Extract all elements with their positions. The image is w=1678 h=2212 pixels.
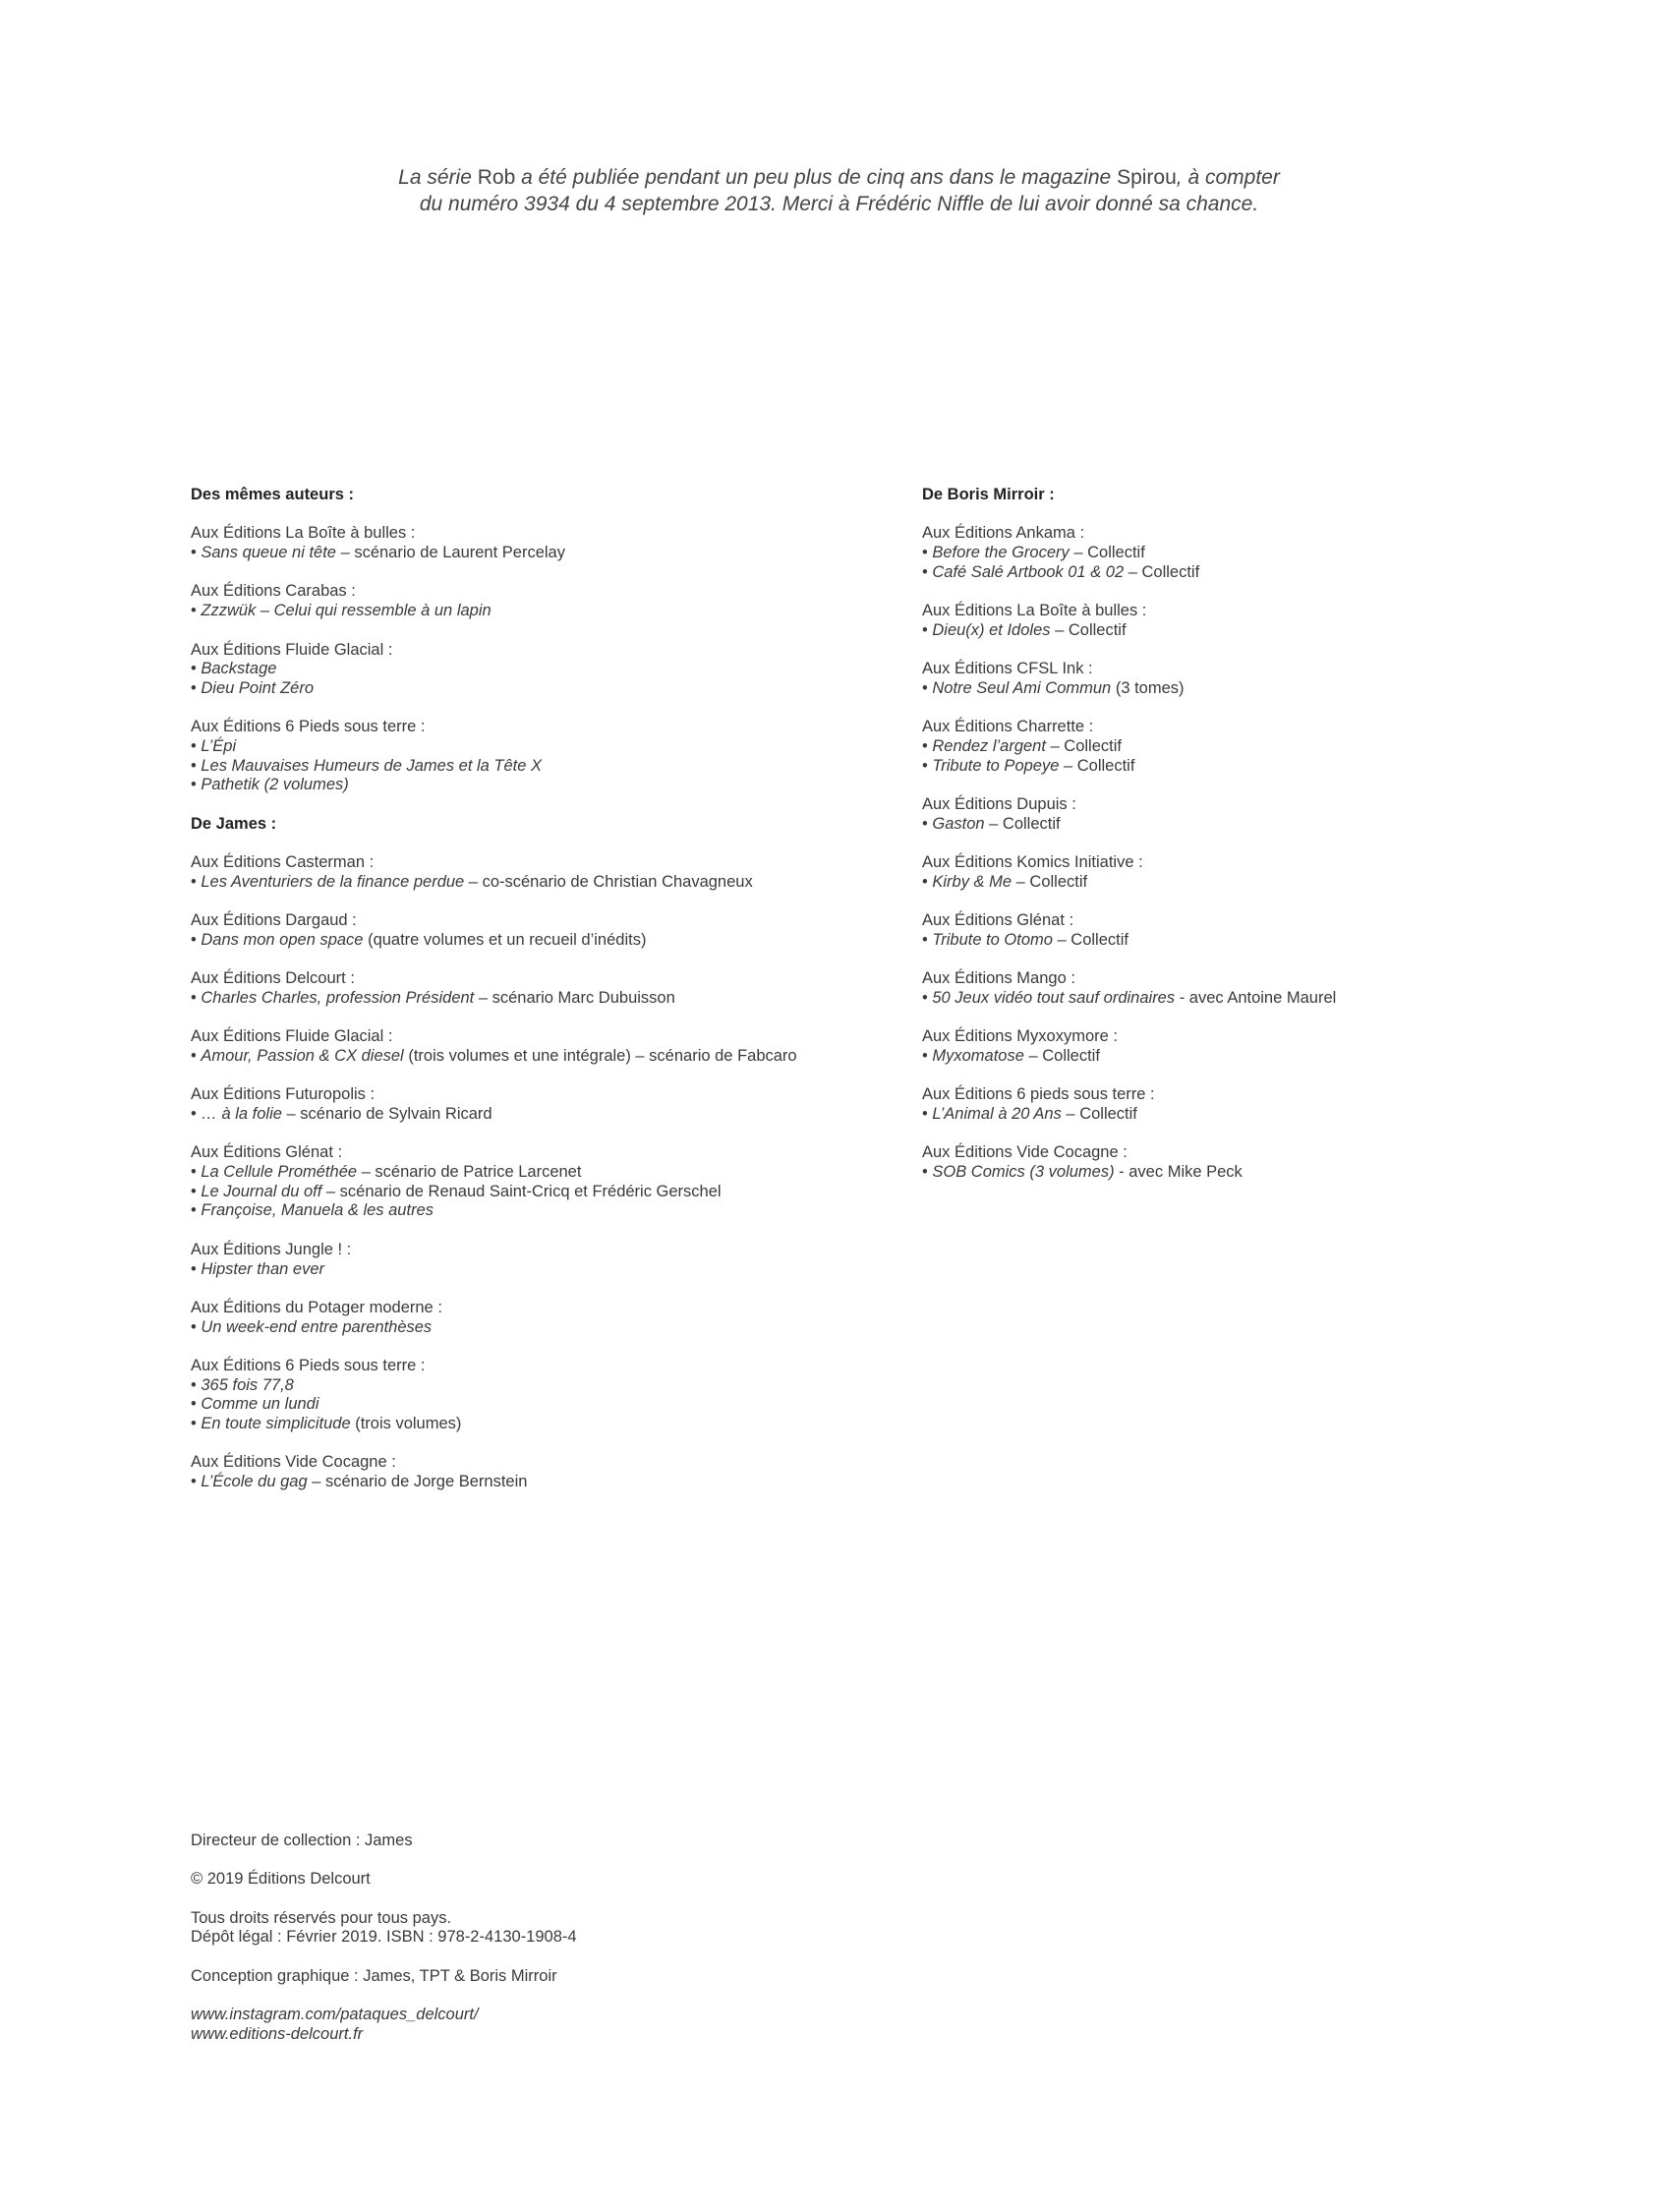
book-entry: • Café Salé Artbook 01 & 02 – Collectif xyxy=(922,562,1200,581)
book-title: La Cellule Prométhée xyxy=(201,1163,358,1182)
book-note: – Collectif xyxy=(1023,1046,1100,1065)
book-entry: • Un week-end entre parenthèses xyxy=(191,1317,433,1336)
book-entry: • 365 fois 77,8 xyxy=(191,1375,294,1394)
book-title: Charles Charles, profession Président xyxy=(201,988,475,1007)
publisher-name: Aux Éditions 6 pieds sous terre : xyxy=(922,1085,1155,1104)
bibliography-boris-mirroir xyxy=(922,524,1551,1182)
book-title: Gaston xyxy=(932,814,985,833)
legal-deposit: Dépôt légal : Février 2019. ISBN : 978-2-4130-1908-4 xyxy=(191,1928,577,1947)
publisher-name: Aux Éditions Dargaud : xyxy=(191,911,357,930)
publisher-name: Aux Éditions Fluide Glacial : xyxy=(191,640,393,659)
book-title: Tribute to Otomo xyxy=(932,930,1053,949)
publisher-group xyxy=(191,1241,898,1279)
intro-note xyxy=(295,164,1383,217)
section-title-authors: Des mêmes auteurs : xyxy=(191,486,354,503)
book-note: – scénario de Patrice Larcenet xyxy=(357,1163,582,1182)
publisher-group xyxy=(191,853,898,892)
right-column xyxy=(922,486,1551,1201)
intro-text: , à compter xyxy=(1176,166,1280,189)
publisher-group xyxy=(191,1299,898,1337)
book-note: (trois volumes) xyxy=(350,1415,462,1432)
book-note: – Collectif xyxy=(1012,872,1088,891)
publisher-name: Aux Éditions Vide Cocagne : xyxy=(922,1143,1128,1162)
book-entry: • SOB Comics (3 volumes) - avec Mike Peck xyxy=(922,1163,1243,1182)
book-title: SOB Comics (3 volumes) xyxy=(932,1163,1115,1182)
publisher-name: Aux Éditions Ankama : xyxy=(922,524,1085,543)
book-title: Le Journal du off xyxy=(201,1182,322,1200)
book-note: (quatre volumes et un recueil d’inédits) xyxy=(363,930,647,949)
publisher-name: Aux Éditions Dupuis : xyxy=(922,795,1076,813)
book-title: L’École du gag xyxy=(201,1473,308,1491)
website-link[interactable]: www.editions-delcourt.fr xyxy=(191,2024,364,2043)
book-entry: • Zzzwük – Celui qui ressemble à un lapin xyxy=(191,602,492,620)
book-entry: • En toute simplicitude (trois volumes) xyxy=(191,1415,462,1432)
book-title: Sans queue ni tête xyxy=(201,544,336,562)
book-title: 50 Jeux vidéo tout sauf ordinaires xyxy=(932,988,1176,1007)
publisher-group xyxy=(922,795,1551,834)
publisher-name: Aux Éditions 6 Pieds sous terre : xyxy=(191,718,426,736)
publisher-name: Aux Éditions Mango : xyxy=(922,969,1075,988)
publisher-group xyxy=(922,1143,1551,1182)
publisher-name: Aux Éditions La Boîte à bulles : xyxy=(922,602,1147,620)
publisher-name: Aux Éditions CFSL Ink : xyxy=(922,660,1093,678)
book-entry: • L’Épi xyxy=(191,736,237,755)
book-entry: • Rendez l’argent – Collectif xyxy=(922,736,1122,755)
book-title: Françoise, Manuela & les autres xyxy=(201,1201,434,1220)
book-title: Tribute to Popeye xyxy=(932,756,1060,775)
book-title: Hipster than ever xyxy=(201,1259,325,1278)
book-entry: • Gaston – Collectif xyxy=(922,814,1061,833)
book-title: L’Animal à 20 Ans xyxy=(932,1105,1062,1123)
publisher-group xyxy=(191,911,898,950)
book-note: – Collectif xyxy=(1050,620,1127,639)
book-note: – scénario de Sylvain Ricard xyxy=(281,1105,492,1123)
publisher-group xyxy=(191,582,898,620)
book-note: – Collectif xyxy=(1124,562,1200,581)
book-entry: • Dieu Point Zéro xyxy=(191,678,315,697)
book-entry: • Hipster than ever xyxy=(191,1259,325,1278)
publisher-group xyxy=(191,524,898,562)
book-title: Un week-end entre parenthèses xyxy=(201,1317,433,1336)
book-title: Zzzwük – Celui qui ressemble à un lapin xyxy=(201,602,492,620)
book-note: – Collectif xyxy=(1069,544,1145,562)
publisher-group xyxy=(191,969,898,1008)
book-entry: • Comme un lundi xyxy=(191,1395,319,1414)
book-entry: • Les Aventuriers de la finance perdue – co-scénario de Christian Chavagneux xyxy=(191,872,753,891)
book-title: Les Mauvaises Humeurs de James et la Tête X xyxy=(201,756,543,775)
book-entry: • Backstage xyxy=(191,660,277,678)
publisher-name: Aux Éditions Carabas : xyxy=(191,582,356,601)
book-title: 365 fois 77,8 xyxy=(201,1375,294,1394)
book-entry: • Le Journal du off – scénario de Renaud Saint-Cricq et Frédéric Gerschel xyxy=(191,1182,722,1200)
book-title: Backstage xyxy=(201,660,277,678)
publisher-name: Aux Éditions La Boîte à bulles : xyxy=(191,524,416,543)
publisher-group xyxy=(191,1453,898,1491)
book-note: – co-scénario de Christian Chavagneux xyxy=(464,872,753,891)
publisher-name: Aux Éditions Jungle ! : xyxy=(191,1240,352,1258)
copyright: © 2019 Éditions Delcourt xyxy=(191,1870,371,1889)
book-note: – Collectif xyxy=(1061,1105,1137,1123)
book-title: Amour, Passion & CX diesel xyxy=(201,1046,404,1065)
book-entry: • Kirby & Me – Collectif xyxy=(922,872,1088,891)
section-title-james: De James : xyxy=(191,814,277,833)
intro-line-2: du numéro 3934 du 4 septembre 2013. Merci à Frédéric Niffle de lui avoir donné sa chance. xyxy=(419,193,1259,215)
book-entry: • Charles Charles, profession Président – scénario Marc Dubuisson xyxy=(191,988,675,1007)
book-note: – Collectif xyxy=(1045,736,1122,755)
book-entry: • Pathetik (2 volumes) xyxy=(191,776,349,794)
publisher-name: Aux Éditions Futuropolis : xyxy=(191,1085,376,1104)
intro-series-name: Rob xyxy=(477,166,516,189)
book-entry: • Tribute to Popeye – Collectif xyxy=(922,756,1135,775)
book-entry: • L’Animal à 20 Ans – Collectif xyxy=(922,1105,1137,1123)
publisher-name: Aux Éditions 6 Pieds sous terre : xyxy=(191,1356,426,1374)
book-title: Before the Grocery xyxy=(932,544,1070,562)
publisher-name: Aux Éditions Glénat : xyxy=(922,911,1074,930)
book-note: (3 tomes) xyxy=(1111,678,1185,697)
instagram-link[interactable]: www.instagram.com/pataques_delcourt/ xyxy=(191,2006,479,2024)
book-title: Comme un lundi xyxy=(201,1395,319,1414)
publisher-group xyxy=(922,660,1551,698)
book-title: Notre Seul Ami Commun xyxy=(932,678,1112,697)
book-note: – scénario de Renaud Saint-Cricq et Frédéric Gerschel xyxy=(321,1182,722,1200)
publisher-group xyxy=(922,1085,1551,1124)
book-entry: • Dieu(x) et Idoles – Collectif xyxy=(922,620,1127,639)
publisher-group xyxy=(191,1143,898,1221)
left-column xyxy=(191,486,898,1511)
publisher-name: Aux Éditions Myxoxymore : xyxy=(922,1027,1118,1046)
book-title: Rendez l’argent xyxy=(932,736,1046,755)
publisher-name: Aux Éditions Charrette : xyxy=(922,718,1094,736)
publisher-name: Aux Éditions Fluide Glacial : xyxy=(191,1027,393,1046)
book-entry: • Sans queue ni tête – scénario de Laurent Percelay xyxy=(191,544,565,562)
book-note: - avec Antoine Maurel xyxy=(1175,988,1337,1007)
publisher-group xyxy=(922,602,1551,640)
graphic-design-credit: Conception graphique : James, TPT & Boris Mirroir xyxy=(191,1966,557,1985)
book-entry: • Amour, Passion & CX diesel (trois volumes et une intégrale) – scénario de Fabcaro xyxy=(191,1046,797,1065)
book-entry: • Tribute to Otomo – Collectif xyxy=(922,930,1128,949)
book-title: Dieu(x) et Idoles xyxy=(932,620,1051,639)
section-title-boris-mirroir: De Boris Mirroir : xyxy=(922,486,1055,503)
publisher-name: Aux Éditions Glénat : xyxy=(191,1143,343,1162)
book-entry: • Les Mauvaises Humeurs de James et la Tête X xyxy=(191,756,543,775)
book-title: … à la folie xyxy=(201,1105,282,1123)
book-title: L’Épi xyxy=(201,736,237,755)
book-note: – Collectif xyxy=(1059,756,1135,775)
book-title: En toute simplicitude xyxy=(201,1415,351,1432)
publisher-group xyxy=(922,853,1551,892)
collection-director: Directeur de collection : James xyxy=(191,1832,413,1849)
book-note: – Collectif xyxy=(984,814,1061,833)
book-entry: • Myxomatose – Collectif xyxy=(922,1046,1100,1065)
book-title: Myxomatose xyxy=(932,1046,1024,1065)
book-title: Dieu Point Zéro xyxy=(201,678,315,697)
book-note: - avec Mike Peck xyxy=(1114,1163,1243,1182)
publisher-name: Aux Éditions Casterman : xyxy=(191,853,375,872)
publisher-group xyxy=(191,1085,898,1124)
publisher-group xyxy=(191,718,898,795)
book-entry: • Notre Seul Ami Commun (3 tomes) xyxy=(922,678,1185,697)
publisher-name: Aux Éditions du Potager moderne : xyxy=(191,1298,442,1316)
publisher-group xyxy=(922,524,1551,582)
book-title: Café Salé Artbook 01 & 02 xyxy=(932,562,1125,581)
book-note: (trois volumes et une intégrale) – scénario de Fabcaro xyxy=(403,1046,797,1065)
book-entry: • Dans mon open space (quatre volumes et un recueil d’inédits) xyxy=(191,930,647,949)
book-entry: • 50 Jeux vidéo tout sauf ordinaires - avec Antoine Maurel xyxy=(922,988,1337,1007)
publisher-group xyxy=(922,911,1551,950)
publisher-name: Aux Éditions Delcourt : xyxy=(191,969,355,988)
book-note: – Collectif xyxy=(1052,930,1128,949)
book-title: Kirby & Me xyxy=(932,872,1013,891)
intro-line-1 xyxy=(295,164,1383,191)
bibliography-authors xyxy=(191,524,898,795)
book-entry: • … à la folie – scénario de Sylvain Ricard xyxy=(191,1105,492,1123)
publisher-group xyxy=(922,1027,1551,1066)
publisher-group xyxy=(191,1027,898,1066)
publisher-group xyxy=(922,718,1551,776)
colophon xyxy=(191,1832,879,2045)
book-title: Pathetik (2 volumes) xyxy=(201,776,349,794)
publisher-name: Aux Éditions Vide Cocagne : xyxy=(191,1453,396,1472)
book-title: Les Aventuriers de la finance perdue xyxy=(201,872,465,891)
bibliography-james xyxy=(191,853,898,1492)
publisher-name: Aux Éditions Komics Initiative : xyxy=(922,853,1143,872)
book-title: Dans mon open space xyxy=(201,930,364,949)
intro-text: a été publiée pendant un peu plus de cinq ans dans le magazine xyxy=(521,166,1112,189)
book-entry: • La Cellule Prométhée – scénario de Patrice Larcenet xyxy=(191,1163,582,1182)
book-entry: • Françoise, Manuela & les autres xyxy=(191,1201,434,1220)
book-note: – scénario de Jorge Bernstein xyxy=(307,1473,528,1491)
book-entry: • Before the Grocery – Collectif xyxy=(922,544,1145,562)
book-note: – scénario de Laurent Percelay xyxy=(335,544,565,562)
intro-magazine-name: Spirou xyxy=(1117,166,1177,189)
rights-notice: Tous droits réservés pour tous pays. xyxy=(191,1908,452,1927)
publisher-group xyxy=(922,969,1551,1008)
book-note: – scénario Marc Dubuisson xyxy=(474,988,675,1007)
publisher-group xyxy=(191,1357,898,1434)
intro-text: La série xyxy=(398,166,472,189)
book-entry: • L’École du gag – scénario de Jorge Bernstein xyxy=(191,1473,528,1491)
publisher-group xyxy=(191,641,898,699)
